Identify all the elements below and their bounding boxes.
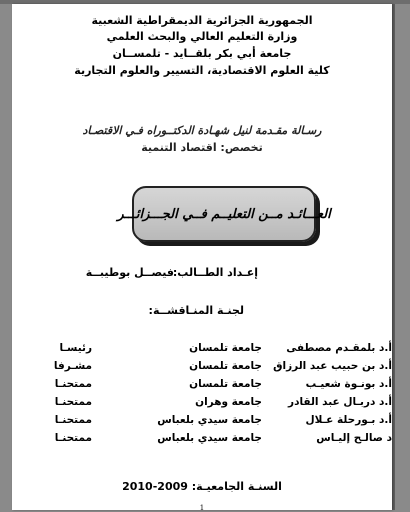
member-name: أ.د بـورحلة عـلال [305, 414, 392, 426]
header-republic: الجمهورية الجزائرية الديمقراطية الشعبية [91, 14, 313, 27]
student-name: فيصــل بوطيبــة [85, 266, 174, 279]
member-name: د صالـح إليـاس [316, 432, 392, 444]
member-university: جامعة تلمسان [189, 360, 262, 372]
committee-row [12, 414, 392, 432]
committee-row [12, 360, 392, 378]
member-name: أ.د بونـوة شعيـب [305, 378, 392, 390]
thesis-purpose: رسـالة مقـدمة لنيل شهـادة الدكتــوراه فـي الاقتصـاد [82, 124, 322, 137]
thesis-specialization: تخصص: اقتصاد التنمية [141, 141, 263, 154]
academic-year: السنـة الجامعيـة: 2009-2010 [122, 480, 282, 493]
member-role: ممتحنـا [54, 378, 92, 390]
committee-row [12, 342, 392, 360]
header-faculty: كلية العلوم الاقتصادية، التسيير والعلوم التجارية [74, 64, 330, 77]
document-page [12, 4, 392, 510]
member-name: أ.د بن حبيب عبد الرزاق [273, 360, 392, 372]
member-university: جامعة سيدي بلعباس [157, 432, 262, 444]
committee-row [12, 432, 392, 450]
member-name: أ.د دربـال عبد القادر [288, 396, 392, 408]
member-university: جامعة تلمسان [189, 342, 262, 354]
member-role: ممتحنـا [54, 432, 92, 444]
header-ministry: وزارة التعليم العالي والبحث العلمي [106, 30, 298, 43]
member-university: جامعة وهران [195, 396, 262, 408]
header-university: جامعة أبي بكر بلقــايد - تلمســان [112, 47, 292, 60]
title-frame [117, 186, 331, 242]
member-role: ممتحنـا [54, 396, 92, 408]
member-role: ممتحنـا [54, 414, 92, 426]
committee-heading: لجنـة المنـاقشــة: [148, 304, 244, 317]
student-label: إعـداد الطــالب: [172, 266, 258, 279]
member-role: مشـرفا [53, 360, 92, 372]
committee-row [12, 378, 392, 396]
page-shadow [392, 4, 395, 510]
member-university: جامعة تلمسان [189, 378, 262, 390]
committee-row [12, 396, 392, 414]
member-role: رئيسـا [59, 342, 92, 354]
page-number: 1 [199, 504, 205, 512]
member-university: جامعة سيدي بلعباس [157, 414, 262, 426]
thesis-title: العـــائـد مــن التعليــم فــي الجـــزائـــر [117, 206, 331, 222]
member-name: أ.د بلمقـدم مصطفى [286, 342, 392, 354]
